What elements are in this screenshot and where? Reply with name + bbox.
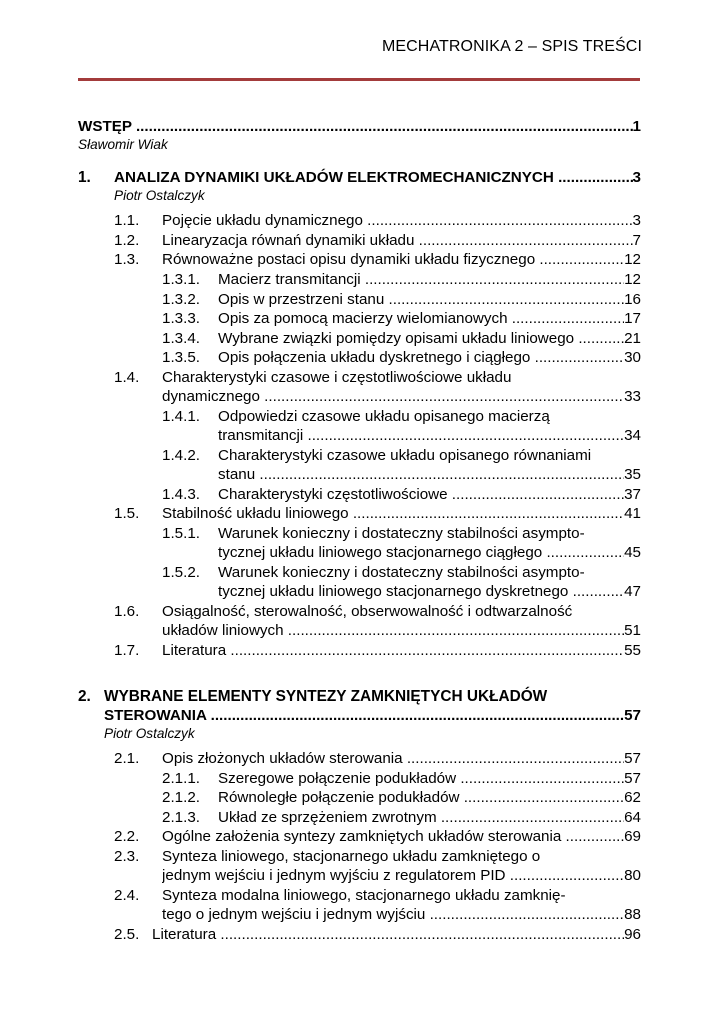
toc-entry-title: Macierz transmitancji ..... [218,270,624,289]
toc-entry-page: 34 [624,427,641,444]
toc-entry[interactable] [162,827,641,846]
toc-entry[interactable] [218,290,641,309]
page-header-title: MECHATRONIKA 2 – SPIS TREŚCI [381,38,642,55]
chapter-1-title: ANALIZA DYNAMIKI UKŁADÓW ELEKTROMECHANICZNYCH ..... [114,168,633,187]
toc-entry[interactable] [162,504,641,523]
toc-entry-number: 1.3.1. [162,271,200,288]
toc-entry-title-line2: stanu ..... [218,465,624,484]
toc-entry[interactable] [218,426,641,445]
toc-entry-number: 1.4.1. [162,408,200,425]
toc-entry[interactable] [152,925,641,944]
toc-intro-page: 1 [632,118,641,135]
toc-entry-number: 1.5. [114,505,140,522]
toc-entry-page: 30 [624,349,641,366]
toc-entry-title: Równoległe połączenie podukładów ..... [218,788,624,807]
toc-entry-title: Linearyzacja równań dynamiki układu ..... [162,231,633,250]
toc-entry-number: 1.3.2. [162,291,200,308]
toc-entry-page: 57 [624,750,641,767]
chapter-2-author: Piotr Ostalczyk [104,726,195,741]
toc-entry-number: 2.1.3. [162,809,200,826]
toc-entry-number: 1.4.3. [162,486,200,503]
chapter-1-number: 1. [78,169,91,186]
toc-entry-title: Opis w przestrzeni stanu ..... [218,290,624,309]
toc-entry-page: 12 [624,251,641,268]
toc-entry-title: Literatura ..... [162,641,624,660]
toc-entry[interactable] [218,348,641,367]
toc-entry-number: 1.5.1. [162,525,200,542]
toc-entry-number: 2.1.2. [162,789,200,806]
toc-entry-page: 17 [624,310,641,327]
toc-entry-page: 33 [624,388,641,405]
toc-entry-title: Szeregowe połączenie podukładów ..... [218,769,624,788]
toc-entry-number: 2.4. [114,887,140,904]
toc-entry[interactable] [218,270,641,289]
toc-entry[interactable] [162,387,641,406]
toc-entry[interactable] [218,788,641,807]
toc-entry-title-line1[interactable]: Synteza modalna liniowego, stacjonarnego układu zamknię- [162,887,566,904]
toc-entry[interactable] [218,543,641,562]
toc-entry[interactable] [162,749,641,768]
toc-entry-title-line1[interactable]: Osiągalność, sterowalność, obserwowalność i odtwarzalność [162,603,573,620]
toc-entry-page: 12 [624,271,641,288]
toc-entry-page: 69 [624,828,641,845]
toc-entry-page: 16 [624,291,641,308]
toc-entry-title-line2: układów liniowych ..... [162,621,624,640]
toc-entry[interactable] [218,769,641,788]
toc-entry-title-line2: tego o jednym wejściu i jednym wyjściu ..... [162,905,624,924]
toc-entry[interactable] [162,621,641,640]
toc-entry-page: 96 [624,926,641,943]
chapter-2-title-line1[interactable]: WYBRANE ELEMENTY SYNTEZY ZAMKNIĘTYCH UKŁADÓW [104,688,548,705]
toc-entry-title: Układ ze sprzężeniem zwrotnym ..... [218,808,624,827]
chapter-1-author: Piotr Ostalczyk [114,188,205,203]
toc-entry-title-line1[interactable]: Charakterystyki czasowe i częstotliwościowe układu [162,369,512,386]
toc-entry[interactable] [218,582,641,601]
toc-entry-number: 2.2. [114,828,140,845]
toc-entry-title: Charakterystyki częstotliwościowe ..... [218,485,624,504]
toc-entry-page: 35 [624,466,641,483]
toc-entry-number: 1.6. [114,603,140,620]
toc-entry-page: 80 [624,867,641,884]
toc-entry[interactable] [218,329,641,348]
toc-entry-number: 2.1. [114,750,140,767]
toc-entry-number: 1.2. [114,232,140,249]
toc-entry-page: 37 [624,486,641,503]
toc-entry-page: 55 [624,642,641,659]
header-divider [78,78,640,81]
toc-entry-page: 21 [624,330,641,347]
toc-entry[interactable] [218,465,641,484]
toc-entry-page: 47 [624,583,641,600]
toc-entry-title-line2: tycznej układu liniowego stacjonarnego ciągłego ..... [218,543,624,562]
toc-entry-title: Ogólne założenia syntezy zamkniętych układów sterowania ..... [162,827,624,846]
chapter-1-page: 3 [632,169,641,186]
toc-entry[interactable] [162,905,641,924]
toc-entry-number: 1.3.3. [162,310,200,327]
toc-entry[interactable] [218,808,641,827]
toc-entry-title-line2: tycznej układu liniowego stacjonarnego dyskretnego ..... [218,582,624,601]
toc-entry-title-line2: transmitancji ..... [218,426,624,445]
toc-entry-number: 1.4. [114,369,140,386]
toc-entry[interactable] [162,866,641,885]
toc-entry-title-line1[interactable]: Charakterystyki czasowe układu opisanego równaniami [218,447,592,464]
toc-entry-page: 57 [624,770,641,787]
toc-entry-title: Literatura ..... [152,925,624,944]
toc-entry-page: 88 [624,906,641,923]
toc-entry-number: 1.1. [114,212,140,229]
toc-entry-title: Wybrane związki pomiędzy opisami układu liniowego ..... [218,329,624,348]
toc-entry-number: 1.4.2. [162,447,200,464]
toc-entry-page: 3 [632,212,641,229]
toc-entry-title: Pojęcie układu dynamicznego ..... [162,211,633,230]
toc-entry-title-line1[interactable]: Warunek konieczny i dostateczny stabilności asympto- [218,564,585,581]
toc-entry-number: 1.3.4. [162,330,200,347]
toc-entry-title-line1[interactable]: Odpowiedzi czasowe układu opisanego macierzą [218,408,550,425]
toc-entry-page: 64 [624,809,641,826]
toc-entry-page: 51 [624,622,641,639]
toc-entry[interactable] [218,485,641,504]
toc-entry-title: Opis za pomocą macierzy wielomianowych ..... [218,309,624,328]
toc-entry[interactable] [218,309,641,328]
toc-entry-page: 7 [632,232,641,249]
toc-entry[interactable] [162,250,641,269]
toc-entry-title: Opis złożonych układów sterowania ..... [162,749,624,768]
toc-entry-title-line1[interactable]: Synteza liniowego, stacjonarnego układu zamkniętego o [162,848,541,865]
toc-entry-page: 45 [624,544,641,561]
toc-entry-number: 1.7. [114,642,140,659]
toc-entry[interactable] [162,211,641,230]
intro-author: Sławomir Wiak [78,137,168,152]
chapter-2-page: 57 [624,707,641,724]
toc-entry-number: 2.5. [114,926,140,943]
chapter-2-number: 2. [78,688,91,705]
toc-entry-title: Równoważne postaci opisu dynamiki układu fizycznego ..... [162,250,624,269]
toc-entry-title-line1[interactable]: Warunek konieczny i dostateczny stabilności asympto- [218,525,585,542]
toc-entry-page: 41 [624,505,641,522]
toc-chapter-1[interactable] [114,168,641,187]
chapter-2-title-line2: STEROWANIA ..... [104,706,624,725]
toc-entry-title-line2: dynamicznego ..... [162,387,624,406]
toc-entry-number: 1.3.5. [162,349,200,366]
toc-intro-label: WSTĘP ..... [78,117,633,136]
toc-entry-title: Stabilność układu liniowego ..... [162,504,624,523]
toc-entry-number: 2.1.1. [162,770,200,787]
toc-intro[interactable] [78,117,641,136]
toc-entry[interactable] [162,231,641,250]
toc-entry-number: 1.3. [114,251,140,268]
toc-entry-title-line2: jednym wejściu i jednym wyjściu z regulatorem PID ..... [162,866,624,885]
toc-entry[interactable] [162,641,641,660]
toc-entry-title: Opis połączenia układu dyskretnego i ciągłego ..... [218,348,624,367]
toc-entry-page: 62 [624,789,641,806]
toc-entry-number: 2.3. [114,848,140,865]
toc-entry-number: 1.5.2. [162,564,200,581]
toc-chapter-2[interactable] [104,706,641,725]
